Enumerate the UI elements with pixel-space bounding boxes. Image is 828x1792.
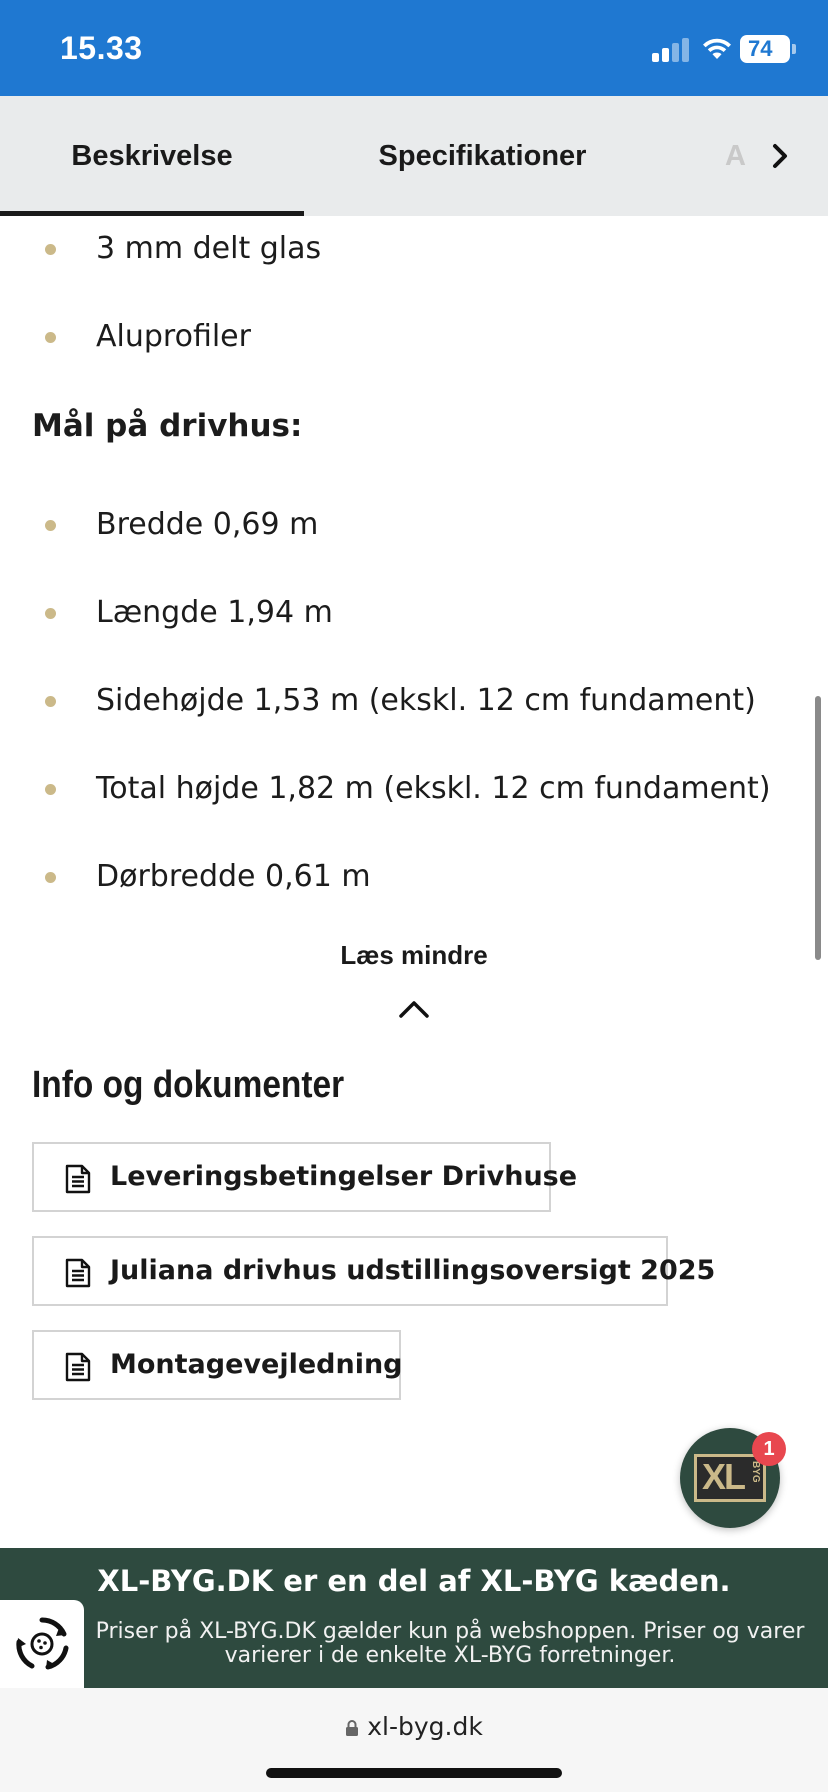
logo-text: XL <box>702 1456 745 1497</box>
list-item-text: 3 mm delt glas <box>96 231 322 266</box>
url-text: xl-byg.dk <box>367 1712 483 1741</box>
dimensions-heading: Mål på drivhus: <box>32 408 303 444</box>
bullet-icon <box>45 872 56 883</box>
list-item-text: Aluprofiler <box>96 319 251 354</box>
list-item <box>0 500 800 550</box>
list-item <box>0 588 800 638</box>
store-info-banner <box>0 1548 828 1688</box>
list-item <box>0 852 800 902</box>
lock-icon <box>345 1719 359 1737</box>
list-item-text: Længde 1,94 m <box>96 595 333 630</box>
document-icon <box>64 1164 92 1194</box>
banner-title: XL-BYG.DK er en del af XL-BYG kæden. <box>97 1564 731 1598</box>
cookie-settings-icon <box>12 1614 72 1674</box>
banner-text: Priser på XL-BYG.DK gælder kun på webshoppen. Priser og varer varierer i de enkelte XL-BYG forretninger. <box>95 1619 805 1668</box>
wifi-icon <box>700 34 734 62</box>
read-less-button[interactable]: Læs mindre <box>340 940 488 970</box>
document-icon <box>64 1352 92 1382</box>
browser-address-bar <box>0 1688 828 1792</box>
document-icon <box>64 1258 92 1288</box>
list-item <box>0 224 800 274</box>
bullet-icon <box>45 520 56 531</box>
list-item <box>0 676 800 726</box>
document-link-udstillingsoversigt[interactable] <box>32 1236 716 1306</box>
notification-badge: 1 <box>752 1432 786 1466</box>
url-display[interactable] <box>0 1712 828 1741</box>
bullet-icon <box>45 784 56 795</box>
chevron-right-icon[interactable] <box>758 134 802 178</box>
bullet-icon <box>45 696 56 707</box>
tab-next-partial[interactable]: A <box>725 140 746 172</box>
document-link-label: Juliana drivhus udstillingsoversigt 2025 <box>110 1255 716 1286</box>
document-link-montagevejledning[interactable] <box>32 1330 401 1400</box>
list-item-text: Total højde 1,82 m (ekskl. 12 cm fundament) <box>96 771 771 806</box>
product-tabs <box>0 96 828 216</box>
home-indicator[interactable] <box>266 1768 562 1778</box>
bullet-icon <box>45 332 56 343</box>
list-item-text: Sidehøjde 1,53 m (ekskl. 12 cm fundament) <box>96 683 756 718</box>
list-item-text: Bredde 0,69 m <box>96 507 319 542</box>
document-link-label: Leveringsbetingelser Drivhuse <box>110 1161 578 1192</box>
xl-byg-logo <box>694 1454 766 1502</box>
cellular-signal-icon <box>652 38 690 62</box>
status-bar <box>0 0 828 96</box>
scrollbar[interactable] <box>815 696 821 960</box>
list-item <box>0 764 800 814</box>
info-documents-heading: Info og dokumenter <box>32 1064 345 1106</box>
battery-indicator: 74 <box>740 35 790 63</box>
tab-specifikationer[interactable]: Specifikationer <box>378 140 587 172</box>
status-time: 15.33 <box>60 30 143 66</box>
tab-beskrivelse[interactable]: Beskrivelse <box>0 96 304 216</box>
cookie-settings-button[interactable] <box>0 1600 84 1688</box>
list-item <box>0 312 800 362</box>
document-link-label: Montagevejledning <box>110 1349 403 1380</box>
chevron-up-icon[interactable] <box>398 998 430 1020</box>
logo-sub-text: BYG <box>750 1461 761 1483</box>
bullet-icon <box>45 608 56 619</box>
bullet-icon <box>45 244 56 255</box>
document-link-leveringsbetingelser[interactable] <box>32 1142 578 1212</box>
list-item-text: Dørbredde 0,61 m <box>96 859 371 894</box>
